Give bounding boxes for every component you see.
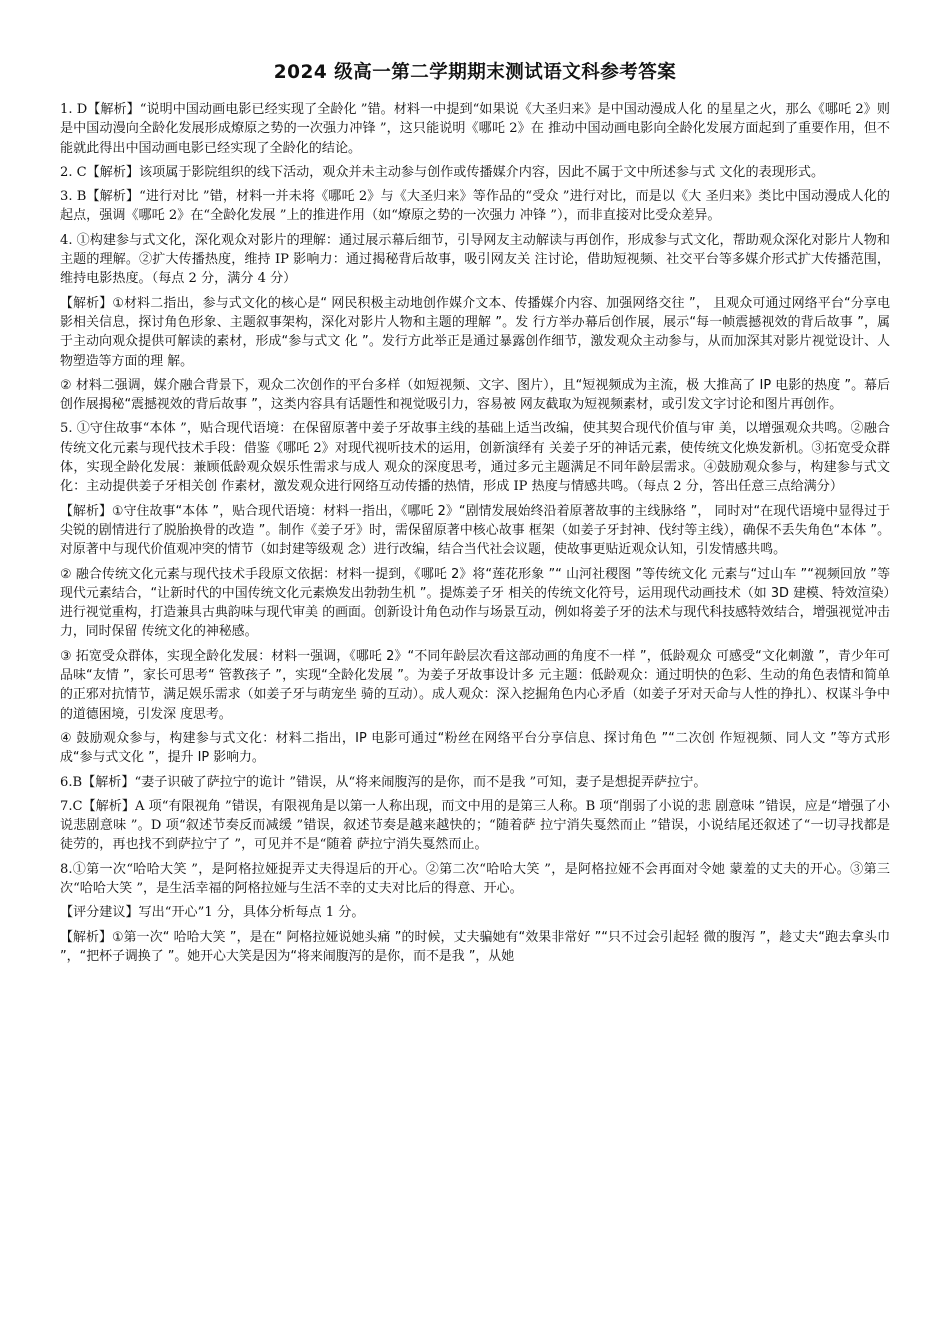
paragraph-q5d: ④ 鼓励观众参与，构建参与式文化：材料二指出，IP 电影可通过“粉丝在网络平台分享信息、探讨角色 ”“二次创 作短视频、同人文 ”等方式形成“参与式文化 ”，提升 IP 影响力。 bbox=[60, 730, 890, 766]
paragraph-q3: 3. B【解析】“进行对比 ”错，材料一并未将《哪吒 2》与《大圣归来》等作品的“受众 ”进行对比，而是以《大 圣归来》类比中国动漫成人化的起点，强调《哪吒 2》在“全龄化发展 ”上的推进作用（如“燎原之势的一次强力 冲锋 ”），而非直接对比受众差异。 bbox=[60, 189, 890, 224]
paragraph-q7: 7.C【解析】A 项“有限视角 ”错误，有限视角是以第一人称出现，而文中用的是第三人称。B 项“削弱了小说的悲 剧意味 ”错误，应是“增强了小说悲剧意味 ”。D 项“叙述节奏反而减缓 ”错误，叙述节奏是越来越快的；“随着萨 拉宁消失戛然而止 ”错误，小说结尾还叙述了“一切寻找都是徒劳的，再也找不到萨拉宁了 ”，可见并不是“随着 萨拉宁消失戛然而止。 bbox=[60, 798, 890, 853]
paragraph-q5c: ③ 拓宽受众群体，实现全龄化发展：材料一强调，《哪吒 2》“不同年龄层次看这部动画的角度不一样 ”，低龄观众 可感受“文化刺激 ”，青少年可品味“友情 ”，家长可思考“ 管教孩子 ”，实现“全龄化发展 ”。为姜子牙故事设计多 元主题：低龄观众：通过明快的色彩、生动的角色表情和简单的正邪对抗情节，满足娱乐需求（如姜子牙与萌宠坐 骑的互动）。成人观众：深入挖掘角色内心矛盾（如姜子牙对天命与人性的挣扎）、权谋斗争中的道德困境，引发深 度思考。 bbox=[60, 648, 890, 722]
answer-document bbox=[60, 58, 890, 971]
answer-body bbox=[60, 100, 890, 966]
paragraph-q4: 4. ①构建参与式文化，深化观众对影片的理解：通过展示幕后细节，引导网友主动解读与再创作，形成参与式文化，帮助观众深化对影片人物和主题的理解。②扩大传播热度，维持 IP 影响力：通过揭秘背后故事，吸引网友关 注讨论，借助短视频、社交平台等多媒介形式扩大传播范围，维持电影热度。（每点 2 分，满分 4 分） bbox=[60, 232, 890, 287]
paragraph-q5a: 【解析】①守住故事“本体 ”，贴合现代语境：材料一指出，《哪吒 2》“剧情发展始终沿着原著故事的主线脉络 ”， 同时对“在现代语境中显得过于尖锐的剧情进行了脱胎换骨的改造 ”。制作《姜子牙》时，需保留原著中核心故事 框架（如姜子牙封神、伐纣等主线），确保不丢失角色“本体 ”。对原著中与现代价值观冲突的情节（如封建等级观 念）进行改编，结合当代社会议题，使故事更贴近观众认知，引发情感共鸣。 bbox=[60, 503, 890, 558]
paragraph-q1: 1. D【解析】“说明中国动画电影已经实现了全龄化 ”错。材料一中提到“如果说《大圣归来》是中国动漫成人化 的星星之火，那么《哪吒 2》则是中国动漫向全龄化发展形成燎原之势的一次强力冲锋 ”，这只能说明《哪吒 2》在 推动中国动画电影向全龄化发展方面起到了重要作用，但不能就此得出中国动画电影已经实现了全龄化的结论。 bbox=[60, 102, 890, 156]
paragraph-q6: 6.B【解析】“妻子识破了萨拉宁的诡计 ”错误，从“将来闹腹泻的是你，而不是我 ”可知，妻子是想捉弄萨拉宁。 bbox=[60, 774, 707, 790]
paragraph-q4b: ② 材料二强调，媒介融合背景下，观众二次创作的平台多样（如短视频、文字、图片），且“短视频成为主流，极 大推高了 IP 电影的热度 ”。幕后创作展揭秘“震撼视效的背后故事 ”，这类内容具有话题性和视觉吸引力，容易被 网友截取为短视频素材，或引发文字讨论和图片再创作。 bbox=[60, 377, 890, 413]
paragraph-q8s: 【评分建议】写出“开心”1 分，具体分析每点 1 分。 bbox=[60, 905, 365, 921]
paragraph-q8: 8.①第一次“哈哈大笑 ”，是阿格拉娅捉弄丈夫得逞后的开心。②第二次“哈哈大笑 ”，是阿格拉娅不会再面对令她 蒙羞的丈夫的开心。③第三次“哈哈大笑 ”，是生活幸福的阿格拉娅与生活不幸的丈夫对比后的得意、开心。 bbox=[60, 861, 890, 896]
paragraph-q2: 2. C【解析】该项属于影院组织的线下活动，观众并未主动参与创作或传播媒介内容，因此不属于文中所述参与式 文化的表现形式。 bbox=[60, 164, 825, 180]
paragraph-q5: 5. ①守住故事“本体 ”，贴合现代语境：在保留原著中姜子牙故事主线的基础上适当改编，使其契合现代价值与审 美，以增强观众共鸣。②融合传统文化元素与现代技术手段：借鉴《哪吒 2》对现代视听技术的运用，创新演绎有 关姜子牙的神话元素，使传统文化焕发新机。③拓宽受众群体，实现全龄化发展：兼顾低龄观众娱乐性需求与成人 观众的深度思考，通过多元主题满足不同年龄层需求。④鼓励观众参与，构建参与式文化：主动提供姜子牙相关创 作素材，激发观众进行网络互动传播的热情，形成 IP 热度与情感共鸣。（每点 2 分，答出任意三点给满分） bbox=[60, 421, 890, 495]
paragraph-q4a: 【解析】①材料二指出，参与式文化的核心是“ 网民积极主动地创作媒介文本、传播媒介内容、加强网络交往 ”， 且观众可通过网络平台“分享电影相关信息，探讨角色形象、主题叙事架构，深化对影片人物和主题的理解 ”。发 行方举办幕后创作展，展示“每一帧震撼视效的背后故事 ”，属于主动向观众提供可解读的素材，形成“参与式文 化 ”。发行方此举正是通过暴露创作细节，激发观众主动参与，从而加深其对影片视觉设计、人物塑造等方面的理 解。 bbox=[60, 295, 890, 369]
paragraph-q5b: ② 融合传统文化元素与现代技术手段原文依据：材料一提到，《哪吒 2》将“莲花形象 ”“ 山河社稷图 ”等传统文化 元素与“过山车 ”“视频回放 ”等现代元素结合，“让新时代的中国传统文化元素焕发出勃勃生机 ”。提炼姜子牙 相关的传统文化符号，运用现代动画技术（如 3D 建模、特效渲染）进行视觉重构，打造兼具古典韵味与现代审美 的画面。创新设计角色动作与场景互动，例如将姜子牙的法术与现代科技感特效结合，增强视觉冲击力，同时保留 传统文化的神秘感。 bbox=[60, 566, 890, 640]
paragraph-q8a: 【解析】①第一次“ 哈哈大笑 ”，是在“ 阿格拉娅说她头痛 ”的时候，丈夫骗她有“效果非常好 ”“只不过会引起轻 微的腹泻 ”，趁丈夫“跑去拿头巾 ”，“把杯子调换了 ”。她开心大笑是因为“将来闹腹泻的是你，而不是我 ”，从她 bbox=[60, 929, 890, 964]
document-title: 2024 级高一第二学期期末测试语文科参考答案 bbox=[273, 62, 677, 83]
